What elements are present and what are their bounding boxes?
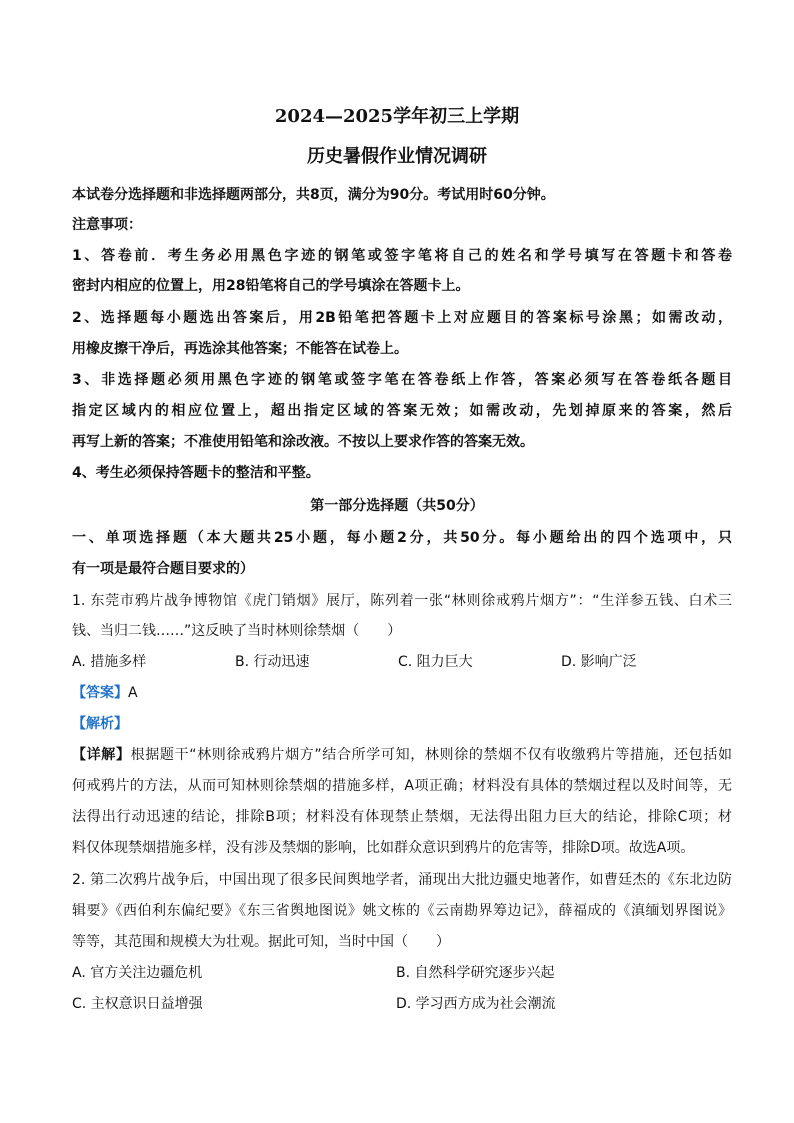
notice-3-line-1: 3、非选择题必须用黑色字迹的钢笔或签字笔在答卷纸上作答，答案必须写在答卷纸各题目 [72, 372, 732, 388]
question-2-option-b: B. 自然科学研究逐步兴起 [396, 965, 555, 981]
question-1-detail-line-2: 何戒鸦片的方法，从而可知林则徐禁烟的措施多样，A项正确；材料没有具体的禁烟过程以及时间等，无 [72, 778, 732, 794]
question-2-stem-line-1: 2. 第二次鸦片战争后，中国出现了很多民间舆地学者，涌现出大批边疆史地著作，如曹廷杰的《东北边防 [72, 872, 732, 888]
answer-value: A [128, 685, 138, 701]
question-1-option-a: A. 措施多样 [72, 654, 147, 670]
question-1-option-c: C. 阻力巨大 [398, 654, 473, 670]
notice-1-line-1: 1、答卷前．考生务必用黑色字迹的钢笔或签字笔将自己的姓名和学号填写在答题卡和答卷 [72, 248, 732, 264]
analysis-label: 【解析】 [72, 716, 128, 732]
part-heading: 第一部分选择题（共50分） [310, 498, 484, 514]
answer-label: 【答案】 [72, 685, 128, 701]
question-2-option-a: A. 官方关注边疆危机 [72, 965, 203, 981]
question-1-analysis-label [72, 713, 732, 733]
question-1-answer [72, 682, 732, 702]
detail-text-1: 根据题干“林则徐戒鸦片烟方”结合所学可知，林则徐的禁烟不仅有收缴鸦片等措施，还包括如 [130, 747, 732, 763]
question-1-stem-line-2: 钱、当归二钱……”这反映了当时林则徐禁烟（ ） [72, 623, 402, 639]
exam-intro: 本试卷分选择题和非选择题两部分，共8页，满分为90分。考试用时60分钟。 [72, 187, 555, 203]
notice-2-line-1: 2、选择题每小题选出答案后，用2B铅笔把答题卡上对应题目的答案标号涂黑；如需改动， [72, 310, 732, 326]
document-title: 2024—2025学年初三上学期 [274, 106, 520, 127]
question-2-stem-line-3: 等等，其范围和规模大为壮观。据此可知，当时中国（ ） [72, 934, 450, 950]
question-2-option-d: D. 学习西方成为社会潮流 [396, 996, 556, 1012]
document-subtitle: 历史暑假作业情况调研 [307, 146, 487, 167]
notice-3-line-2: 指定区域内的相应位置上，超出指定区域的答案无效；如需改动，先划掉原来的答案，然后 [72, 403, 732, 419]
question-2-stem-line-2: 辑要》《西伯利东偏纪要》《东三省舆地图说》姚文栋的《云南勘界筹边记》，薛福成的《滇缅划界图说》 [72, 903, 732, 919]
section-heading-line-1: 一、单项选择题（本大题共25小题，每小题2分，共50分。每小题给出的四个选项中，只 [72, 530, 732, 546]
notice-2-line-2: 用橡皮擦干净后，再选涂其他答案；不能答在试卷上。 [72, 341, 408, 357]
question-1-option-d: D. 影响广泛 [561, 654, 637, 670]
question-2-option-c: C. 主权意识日益增强 [72, 996, 203, 1012]
section-heading-line-2: 有一项是最符合题目要求的） [72, 561, 254, 577]
notice-heading: 注意事项： [72, 217, 142, 233]
detail-label: 【详解】 [72, 747, 131, 763]
question-1-detail-line-3: 法得出行动迅速的结论，排除B项；材料没有体现禁止禁烟，无法得出阻力巨大的结论，排除C项；材 [72, 809, 732, 825]
notice-3-line-3: 再写上新的答案；不准使用铅笔和涂改液。不按以上要求作答的答案无效。 [72, 434, 534, 450]
notice-4: 4、考生必须保持答题卡的整洁和平整。 [72, 465, 320, 481]
question-1-detail-line-1 [72, 744, 732, 764]
question-1-option-b: B. 行动迅速 [235, 654, 310, 670]
question-1-stem-line-1: 1. 东莞市鸦片战争博物馆《虎门销烟》展厅，陈列着一张“林则徐戒鸦片烟方”：“生洋参五钱、白术三 [72, 593, 732, 609]
notice-1-line-2: 密封内相应的位置上，用28铅笔将自己的学号填涂在答题卡上。 [72, 278, 470, 294]
question-1-detail-line-4: 料仅体现禁烟措施多样，没有涉及禁烟的影响，比如群众意识到鸦片的危害等，排除D项。故选A项。 [72, 840, 695, 856]
